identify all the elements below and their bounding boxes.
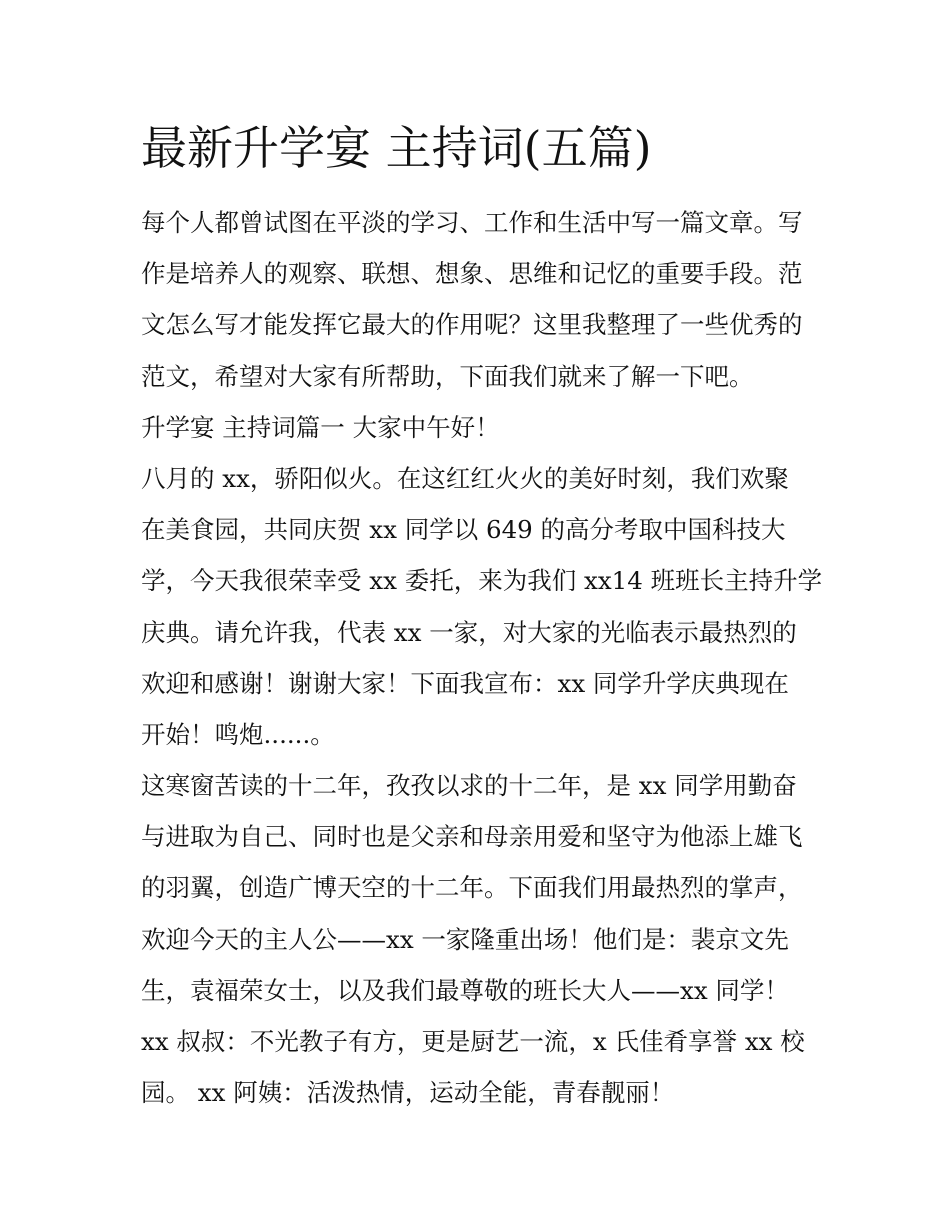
text-line: 作是培养人的观察、联想、想象、思维和记忆的重要手段。范 (141, 259, 803, 289)
text-line: 八月的 xx，骄阳似火。在这红红火火的美好时刻，我们欢聚 (141, 463, 789, 493)
text-line: 与进取为自己、同时也是父亲和母亲用爱和坚守为他添上雄飞 (141, 822, 803, 852)
text-line: 范文，希望对大家有所帮助，下面我们就来了解一下吧。 (141, 361, 754, 391)
text-line: 学，今天我很荣幸受 xx 委托，来为我们 xx14 班班长主持升学 (141, 566, 823, 596)
text-line: xx 叔叔：不光教子有方，更是厨艺一流，x 氏佳肴享誉 xx 校 (141, 1027, 805, 1056)
text-line: 在美食园，共同庆贺 xx 同学以 649 的高分考取中国科技大 (141, 515, 786, 545)
text-line: 开始！鸣炮......。 (141, 719, 335, 749)
document-title: 最新升学宴 主持词(五篇) (141, 121, 652, 175)
text-line: 每个人都曾试图在平淡的学习、工作和生活中写一篇文章。写 (141, 208, 803, 237)
text-line: 的羽翼，创造广博天空的十二年。下面我们用最热烈的掌声， (141, 873, 803, 903)
text-line: 这寒窗苦读的十二年，孜孜以求的十二年，是 xx 同学用勤奋 (141, 771, 797, 801)
text-line: 园。 xx 阿姨：活泼热情，运动全能，青春靓丽！ (141, 1078, 675, 1108)
document-body (141, 197, 822, 1118)
text-line: 生，袁福荣女士，以及我们最尊敬的班长大人——xx 同学！ (141, 975, 789, 1005)
text-line: 欢迎今天的主人公——xx 一家隆重出场！他们是：裴京文先 (141, 924, 789, 954)
section-heading-line: 升学宴 主持词篇一 大家中午好！ (141, 412, 500, 442)
text-line: 庆典。请允许我，代表 xx 一家，对大家的光临表示最热烈的 (141, 617, 797, 647)
text-line: 欢迎和感谢！谢谢大家！下面我宣布：xx 同学升学庆典现在 (141, 668, 789, 698)
text-line: 文怎么写才能发挥它最大的作用呢？这里我整理了一些优秀的 (141, 310, 803, 340)
